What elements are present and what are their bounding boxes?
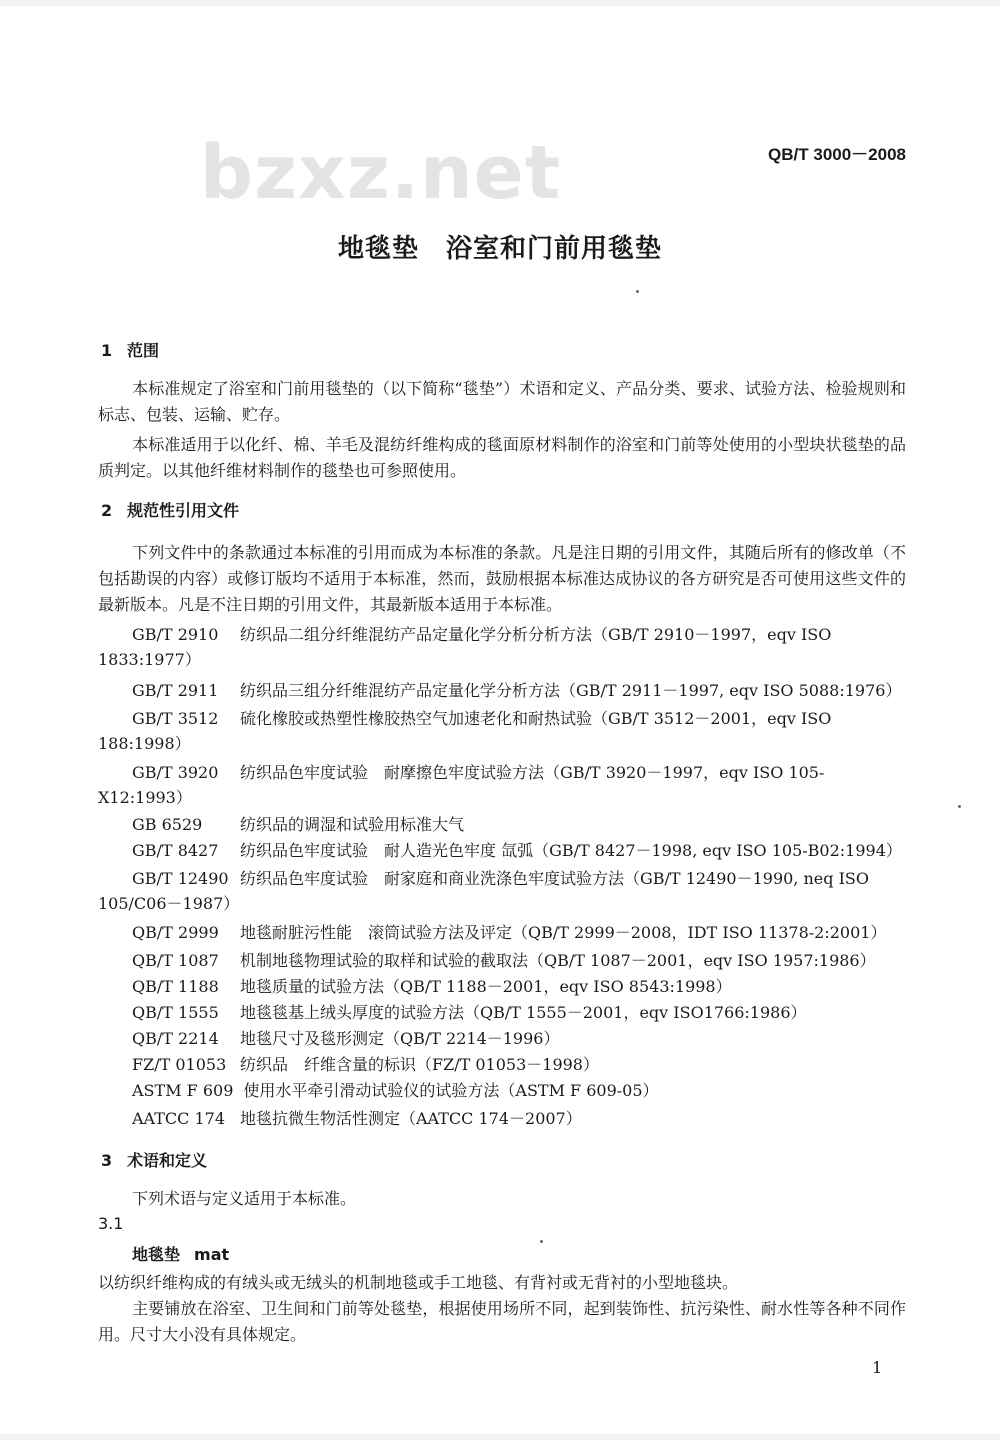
scan-border-bottom [0, 1434, 1000, 1440]
reference-item: GB/T 12490 纺织品色牢度试验 耐家庭和商业洗涤色牢度试验方法（GB/T 12490－1990, neq ISO 105/C06－1987） [98, 869, 869, 913]
section-3-intro: 下列术语与定义适用于本标准。 [132, 1189, 357, 1208]
standard-code: QB/T 3000－2008 [768, 145, 906, 164]
reference-item: FZ/T 01053 纺织品 纤维含量的标识（FZ/T 01053－1998） [132, 1055, 599, 1074]
section-number: 1 [101, 341, 113, 360]
section-3-heading [101, 1148, 207, 1171]
scan-speck [540, 1240, 543, 1243]
reference-item: QB/T 1188 地毯质量的试验方法（QB/T 1188－2001，eqv ISO 8543:1998） [132, 977, 732, 996]
reference-item: QB/T 2999 地毯耐脏污性能 滚筒试验方法及评定（QB/T 2999－2008，IDT ISO 11378-2:2001） [132, 923, 887, 942]
watermark: bzxz.net [200, 130, 562, 216]
section-title: 范围 [127, 341, 160, 360]
section-2-intro: 下列文件中的条款通过本标准的引用而成为本标准的条款。凡是注日期的引用文件，其随后所有的修改单（不包括勘误的内容）或修订版均不适用于本标准，然而，鼓励根据本标准达成协议的各方研究是否可使用这些文件的最新版本。凡是不注日期的引用文件，其最新版本适用于本标准。 [98, 543, 906, 614]
section-title: 术语和定义 [127, 1151, 208, 1170]
page-number: 1 [872, 1358, 883, 1377]
document-title: 地毯垫 浴室和门前用毯垫 [337, 234, 662, 264]
reference-item: GB/T 8427 纺织品色牢度试验 耐人造光色牢度 氙弧（GB/T 8427－1998, eqv ISO 105-B02:1994） [132, 841, 902, 860]
section-number: 2 [101, 501, 113, 520]
reference-item: AATCC 174 地毯抗微生物活性测定（AATCC 174－2007） [132, 1109, 582, 1128]
reference-item: GB/T 3920 纺织品色牢度试验 耐摩擦色牢度试验方法（GB/T 3920－1997，eqv ISO 105-X12:1993） [98, 763, 825, 807]
term-en: mat [194, 1245, 230, 1264]
term-note: 主要铺放在浴室、卫生间和门前等处毯垫，根据使用场所不同，起到装饰性、抗污染性、耐水性等各种不同作用。尺寸大小没有具体规定。 [98, 1299, 906, 1344]
scan-speck [958, 805, 961, 808]
reference-item: GB 6529 纺织品的调湿和试验用标准大气 [132, 815, 465, 834]
section-number: 3 [101, 1151, 113, 1170]
reference-item: QB/T 2214 地毯尺寸及毯形测定（QB/T 2214－1996） [132, 1029, 560, 1048]
reference-item: ASTM F 609 使用水平牵引滑动试验仪的试验方法（ASTM F 609-05） [132, 1081, 659, 1100]
section-2-heading [101, 498, 239, 521]
term-definition: 以纺织纤维构成的有绒头或无绒头的机制地毯或手工地毯、有背衬或无背衬的小型地毯块。 [98, 1273, 739, 1292]
reference-item: QB/T 1555 地毯毯基上绒头厚度的试验方法（QB/T 1555－2001，eqv ISO1766:1986） [132, 1003, 807, 1022]
term-zh: 地毯垫 [132, 1245, 181, 1264]
section-1-paragraph-1: 本标准规定了浴室和门前用毯垫的（以下简称“毯垫”）术语和定义、产品分类、要求、试验方法、检验规则和标志、包装、运输、贮存。 [98, 379, 906, 424]
term-heading [132, 1242, 229, 1265]
reference-item: GB/T 2911 纺织品三组分纤维混纺产品定量化学分析方法（GB/T 2911－1997, eqv ISO 5088:1976） [132, 681, 902, 700]
section-1-paragraph-2: 本标准适用于以化纤、棉、羊毛及混纺纤维构成的毯面原材料制作的浴室和门前等处使用的小型块状毯垫的品质判定。以其他纤维材料制作的毯垫也可参照使用。 [98, 435, 906, 480]
scan-speck [636, 290, 639, 293]
subsection-number: 3.1 [98, 1214, 124, 1233]
scan-border-top [0, 0, 1000, 6]
reference-item: QB/T 1087 机制地毯物理试验的取样和试验的截取法（QB/T 1087－2001，eqv ISO 1957:1986） [132, 951, 876, 970]
section-1-heading [101, 338, 159, 361]
reference-item: GB/T 3512 硫化橡胶或热塑性橡胶热空气加速老化和耐热试验（GB/T 3512－2001，eqv ISO 188:1998） [98, 709, 832, 753]
reference-item: GB/T 2910 纺织品二组分纤维混纺产品定量化学分析分析方法（GB/T 2910－1997，eqv ISO 1833:1977） [98, 625, 832, 669]
section-title: 规范性引用文件 [127, 501, 240, 520]
